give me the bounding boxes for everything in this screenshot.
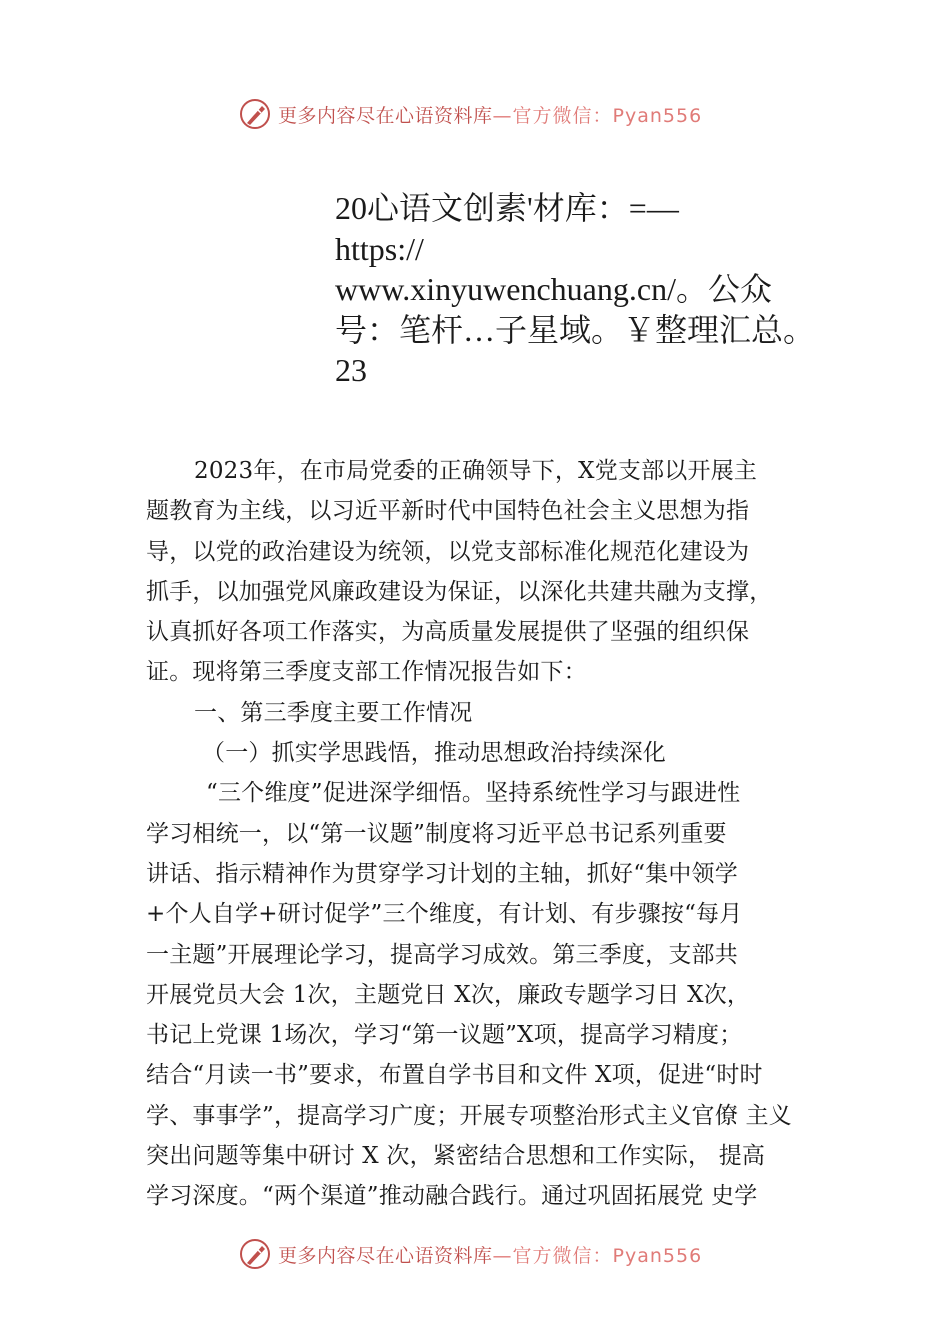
body-line: +个人自学+研讨促学”三个维度，有计划、有步骤按“每月 <box>146 901 743 928</box>
body-line: 导，以党的政治建设为统领，以党支部标准化规范化建设为 <box>146 538 750 565</box>
section-heading: 一、第三季度主要工作情况 <box>194 699 473 726</box>
body-line: 抓手，以加强党风廉政建设为保证，以深化共建共融为支撑， <box>146 578 773 605</box>
watermark-contact: —官方微信：Pyan556 <box>492 104 703 127</box>
headline-line: https:// <box>335 230 424 267</box>
watermark-banner-bottom <box>238 1236 702 1272</box>
body-line: 认真抓好各项工作落实，为高质量发展提供了坚强的组织保 <box>146 619 750 646</box>
body-line: “三个维度”促进深学细悟。坚持系统性学习与跟进性 <box>206 780 741 807</box>
headline-line: 20心语文创素'材库：=— <box>335 190 679 226</box>
headline-line: 号：笔杆…子星域。￥整理汇总。 <box>335 311 816 348</box>
watermark-contact: —官方微信：Pyan556 <box>492 1244 703 1267</box>
body-line: 2023年，在市局党委的正确领导下，X党支部以开展主 <box>194 458 758 484</box>
body-line: 突出问题等集中研讨 X 次，紧密结合思想和工作实际， 提高 <box>146 1143 766 1170</box>
watermark-slogan: 更多内容尽在心语资料库 <box>278 1244 493 1267</box>
watermark-banner-top <box>238 96 702 132</box>
headline <box>335 188 935 391</box>
subsection-heading: （一）抓实学思践悟，推动思想政治持续深化 <box>202 740 666 767</box>
body-line: 开展党员大会 1次，主题党日 X次，廉政专题学习日 X次， <box>146 981 751 1008</box>
headline-line: www.xinyuwenchuang.cn/。公众 <box>335 271 772 307</box>
body-line: 结合“月读一书”要求，布置自学书目和文件 X项，促进“时时 <box>146 1062 763 1089</box>
body-line: 学、事事学”，提高学习广度；开展专项整治形式主义官僚 主义 <box>146 1102 792 1129</box>
headline-line: 23 <box>335 352 367 388</box>
body-line: 一主题”开展理论学习，提高学习成效。第三季度，支部共 <box>146 941 738 968</box>
report-body <box>146 451 836 1217</box>
body-line: 书记上党课 1场次，学习“第一议题”X项，提高学习精度； <box>146 1022 743 1049</box>
body-line: 讲话、指示精神作为贯穿学习计划的主轴，抓好“集中领学 <box>146 860 738 887</box>
body-line: 题教育为主线，以习近平新时代中国特色社会主义思想为指 <box>146 498 750 525</box>
watermark-slogan: 更多内容尽在心语资料库 <box>278 104 493 127</box>
pen-logo-icon <box>238 1237 272 1271</box>
body-line: 学习深度。“两个渠道”推动融合践行。通过巩固拓展党 史学 <box>146 1183 758 1210</box>
body-line: 学习相统一，以“第一议题”制度将习近平总书记系列重要 <box>146 820 727 847</box>
body-line: 证。现将第三季度支部工作情况报告如下： <box>146 659 587 686</box>
pen-logo-icon <box>238 97 272 131</box>
